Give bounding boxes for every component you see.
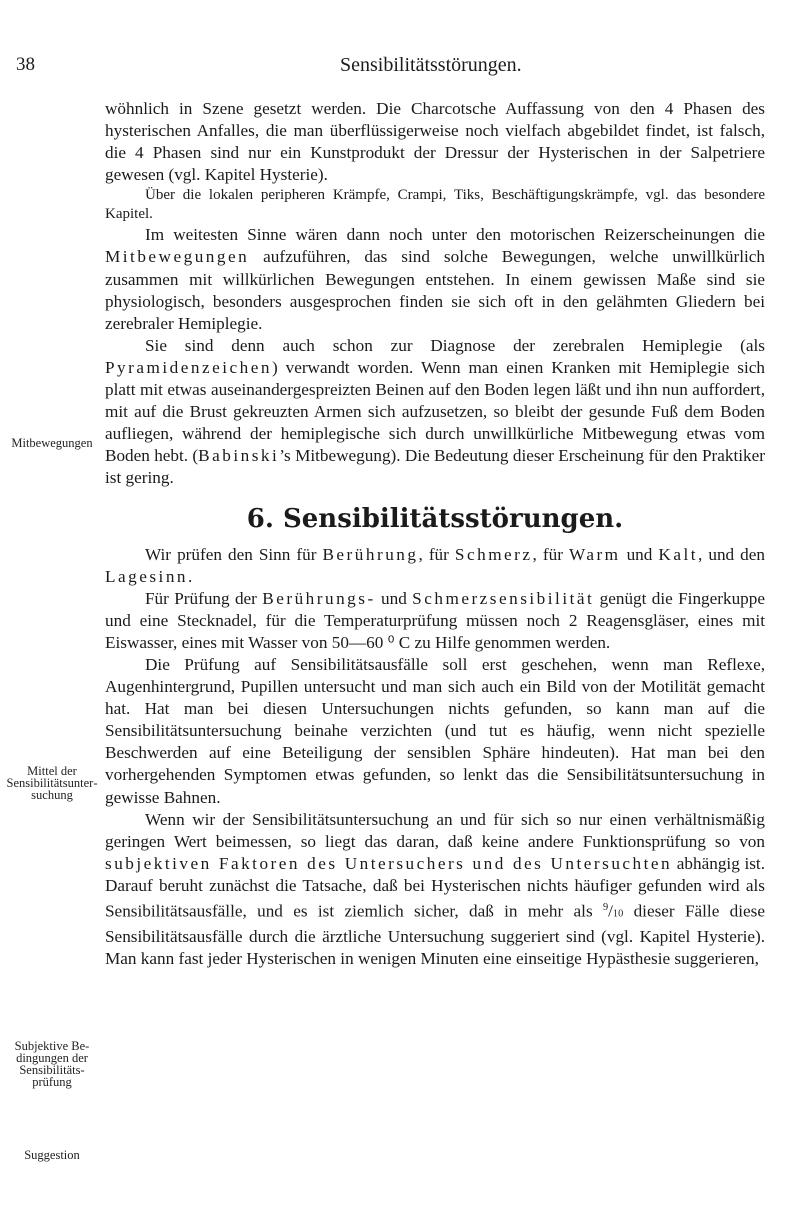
emphasis-babinski: Babinski: [198, 446, 280, 466]
page-number: 38: [16, 54, 35, 75]
margin-note-mitbewegungen: Mitbewegungen: [11, 436, 93, 450]
paragraph-pyramidenzeichen: Sie sind denn auch schon zur Diagnose der zerebralen Hemiplegie (als Pyramidenzeichen) verwandt worden. Wenn man einen Kranken mit Hemiplegie sich platt mit etwas auseinandergespreizten Beinen auf den Boden legen läßt und ihn nun auffordert, mit auf die Brust gekreuzten Armen sich aufzusetzen, so bleibt der gesunde Fuß dem Boden aufliegen, während der hemiplegische sich durch unwillkürliche Mitbewegung etwas vom Boden hebt. (Babinski’s Mitbewegung). Die Bedeutung dieser Erscheinung für den Praktiker ist gering.: [105, 335, 765, 488]
paragraph-mitbewegungen: Im weitesten Sinne wären dann noch unter den motorischen Reizerscheinungen die Mitbewegungen aufzuführen, das sind solche Bewegungen, welche unwillkürlich zusammen mit willkürlichen Bewegungen entstehen. In einem gewissen Maße sind sie physiologisch, besonders ausgesprochen finden sie sich oft in den gelähmten Gliedern bei zerebraler Hemiplegie.: [105, 225, 765, 333]
section-heading: 6. Sensibilitätsstörungen.: [246, 503, 624, 534]
emphasis-mitbewegungen: Mitbewegungen: [105, 247, 250, 267]
margin-note-suggestion: Suggestion: [24, 1148, 80, 1162]
emphasis-pyramidenzeichen: Pyramidenzeichen: [105, 357, 272, 377]
margin-note-subjektive: Subjektive Bedingungen der Sensibilitätsprüfung: [14, 1039, 90, 1089]
small-print-note: Über die lokalen peripheren Krämpfe, Crampi, Tiks, Beschäftigungskrämpfe, vgl. das besondere Kapitel.: [105, 187, 765, 223]
body-text: [105, 98, 765, 970]
paragraph-sensibilitaetsausfaelle: Die Prüfung auf Sensibilitätsausfälle soll erst geschehen, wenn man Reflexe, Augenhintergrund, Pupillen untersucht und man sich auch ein Bild von der Motilität gemacht hat. Hat man bei diesen Untersuchungen nichts gefunden, so kann man auf die Sensibilitätsuntersuchung beinahe verzichten (und tut es häufig, wenn nicht spezielle Beschwerden auf eine Beteiligung der sensiblen Sphäre hindeuten). Hat man bei den vorhergehenden Symptomen etwas gefunden, so lenkt das die Sensibilitätsuntersuchung in gewisse Bahnen.: [105, 654, 765, 807]
paragraph-pruefen: Wir prüfen den Sinn für Berührung, für Schmerz, für Warm und Kalt, und den Lagesinn.: [105, 544, 765, 586]
running-title: Sensibilitätsstörungen.: [340, 54, 522, 76]
paragraph-pruefung: Für Prüfung der Berührungs- und Schmerzsensibilität genügt die Fingerkuppe und eine Stecknadel, für die Temperaturprüfung müssen noch 2 Reagensgläser, eines mit Eiswasser, eines mit Wasser von 50—60 ⁰ C zu Hilfe genommen werden.: [105, 588, 765, 652]
paragraph-subjektive: Wenn wir der Sensibilitätsuntersuchung an und für sich so nur einen verhältnismäßig geringen Wert beimessen, so liegt das daran, daß keine andere Funktionsprüfung so von subjektiven Faktoren des Untersuchers und des Untersuchten abhängig ist. Darauf beruht zunächst die Tatsache, daß bei Hysterischen nichts häufiger gefunden wird als Sensibilitätsausfälle, und es ist ziemlich sicher, daß in mehr als $^9$/10 dieser Fälle diese Sensibilitätsausfälle durch die ärztliche Untersuchung suggeriert sind (vgl. Kapitel Hysterie). Man kann fast jeder Hysterischen in wenigen Minuten eine einseitige Hypästhesie suggerieren,: [105, 809, 765, 968]
margin-note-mittel: Mittel der Sensibilitätsuntersuchung: [6, 764, 98, 802]
paragraph-1: wöhnlich in Szene gesetzt werden. Die Charcotsche Auffassung von den 4 Phasen des hysterischen Anfalles, die man überflüssigerweise noch vielfach abgebildet findet, ist falsch, die 4 Phasen sind nur ein Kunstprodukt der Dressur der Hysterischen in der Salpetriere gewesen (vgl. Kapitel Hysterie).: [105, 99, 765, 185]
